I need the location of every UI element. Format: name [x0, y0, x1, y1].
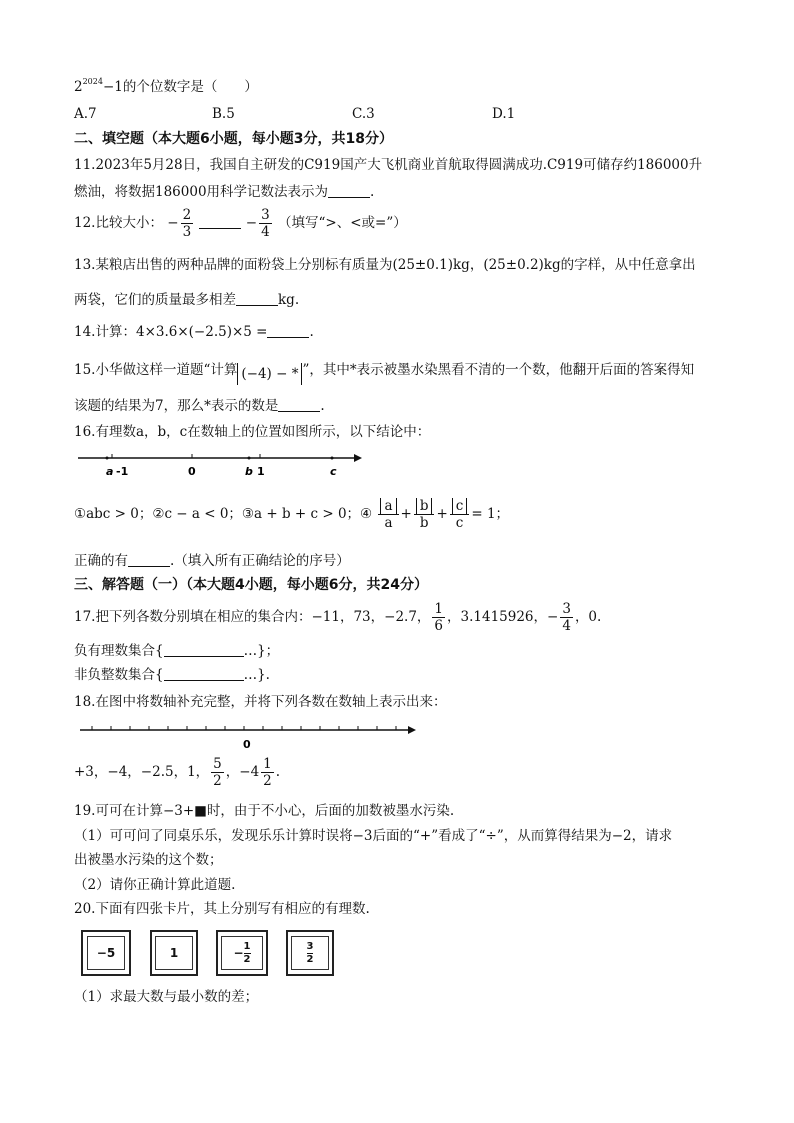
- q20-card-4: [286, 930, 334, 976]
- q19-line3: 出被墨水污染的这个数；: [74, 852, 223, 868]
- q20-card-1-value: −5: [87, 936, 125, 970]
- q15-answer-blank[interactable]: [278, 397, 320, 412]
- q13-mass-1: (25±0.1)kg: [392, 257, 470, 273]
- q20-card-1: [81, 930, 131, 976]
- q16-term-a: $\frac{a}{a}$: [378, 498, 398, 531]
- q16-label-b: b: [245, 465, 253, 478]
- q10-exponent: 2024: [82, 77, 103, 86]
- q20-card-3: [216, 930, 268, 976]
- q18-numbers: +3，−4，−2.5，1， $\frac{5}{2}$ ，−4 $\frac{1}{2}$ .: [74, 756, 281, 789]
- q10-option-c[interactable]: C.3: [352, 106, 375, 122]
- q19-line2: （1）可可问了同桌乐乐，发现乐乐计算时误将−3后面的“+”看成了“÷”，从而算得结果为−2，请求: [74, 828, 673, 844]
- q12-fraction-2: $\frac{3}{4}$: [261, 207, 270, 240]
- q15-line1: 15.小华做这样一道题“计算 (−4) − * ”，其中*表示被墨水染黑看不清的一个数，他翻开后面的答案得知: [74, 360, 694, 385]
- q16-term-c: $\frac{c}{c}$: [450, 498, 470, 531]
- q18-fraction-2: $\frac{1}{2}$: [263, 756, 272, 789]
- q16-line1: 16.有理数a，b，c在数轴上的位置如图所示，以下结论中：: [74, 424, 431, 440]
- q10-text: −1的个位数字是（ ）: [102, 79, 258, 95]
- q17-set-negative-blank[interactable]: [164, 642, 244, 657]
- q18-fraction-1: $\frac{5}{2}$: [213, 756, 222, 789]
- q10-stem: [74, 72, 258, 97]
- q16-label-minus1: -1: [116, 465, 129, 478]
- q20-line1: 20.下面有四张卡片，其上分别写有相应的有理数.: [74, 901, 370, 917]
- q20-card-2-value: 1: [155, 936, 193, 970]
- q13-line2: 两袋，它们的质量最多相差 kg.: [74, 292, 300, 308]
- q19-line1: 19.可可在计算−3+■时，由于不小心，后面的加数被墨水污染.: [74, 803, 455, 819]
- q15-absolute-expression: (−4) − *: [237, 363, 302, 385]
- q20-line2: （1）求最大数与最小数的差；: [74, 989, 259, 1005]
- q16-label-c: c: [330, 465, 337, 478]
- q16-answer-blank[interactable]: [128, 552, 170, 567]
- q12-fraction-1: $\frac{2}{3}$: [182, 207, 192, 240]
- q17-fraction-2: $\frac{3}{4}$: [562, 601, 571, 634]
- q16-label-a: a: [106, 465, 114, 478]
- q13-mass-2: (25±0.2)kg: [483, 257, 561, 273]
- q20-card-2: [150, 930, 198, 976]
- q18-line1: 18.在图中将数轴补充完整，并将下列各数在数轴上表示出来：: [74, 694, 447, 710]
- q10-option-d[interactable]: D.1: [492, 106, 516, 122]
- q17-set-nonneg-int: 非负整数集合{ …}.: [74, 667, 270, 683]
- q16-point-b: [248, 457, 251, 460]
- q16-point-c: [331, 457, 334, 460]
- q10-option-a[interactable]: A.7: [74, 106, 97, 122]
- q16-conclusions: ①abc > 0；②c − a < 0；③a + b + c > 0；④ $\frac{a}{a}$ + $\frac{b}{b}$ + $\frac{c}{c}$ = 1；: [74, 498, 510, 531]
- q10-base: 2: [74, 79, 83, 95]
- q11-answer-blank[interactable]: [328, 183, 370, 198]
- q16-number-line: [74, 446, 364, 480]
- q20-card-4-value: 3 2: [291, 936, 329, 970]
- q18-axis-arrow: [408, 726, 416, 734]
- q17-set-nonneg-blank[interactable]: [164, 666, 244, 681]
- q12-stem: 12.比较大小： − $\frac{2}{3}$ − $\frac{3}{4}$ （填写“>、<或=”）: [74, 207, 407, 240]
- q15-line2: 该题的结果为7，那么*表示的数是 .: [74, 398, 325, 414]
- q13-answer-blank[interactable]: [236, 291, 278, 306]
- section3-title: 三、解答题（一）（本大题4小题，每小题6分，共24分）: [74, 577, 428, 593]
- q10-option-b[interactable]: B.5: [212, 106, 235, 122]
- q11-line1: 11.2023年5月28日，我国自主研发的C919国产大飞机商业首航取得圆满成功.C919可储存约186000升: [74, 157, 703, 173]
- q17-line1: 17.把下列各数分别填在相应的集合内：−11，73，−2.7， $\frac{1}{6}$ ，3.1415926，− $\frac{3}{4}$ ，0.: [74, 601, 602, 634]
- q16-point-a: [106, 457, 109, 460]
- q16-line3: 正确的有 .（填入所有正确结论的序号）: [74, 553, 350, 569]
- q20-card-3-value: − $\frac{1}{2}$: [221, 936, 263, 970]
- q18-label-0: 0: [243, 738, 251, 751]
- q16-term-b: $\frac{b}{b}$: [414, 498, 435, 531]
- q13-line1: 13.某粮店出售的两种品牌的面粉袋上分别标有质量为(25±0.1)kg，(25±0.2)kg的字样，从中任意拿出: [74, 257, 696, 273]
- q14-expression: 4×3.6×(−2.5)×5 =: [135, 324, 268, 340]
- q19-line4: （2）请你正确计算此道题.: [74, 877, 236, 893]
- q16-label-1: 1: [257, 465, 265, 478]
- q16-axis-arrow: [354, 454, 362, 462]
- q16-label-0: 0: [188, 465, 196, 478]
- section2-title: 二、填空题（本大题6小题，每小题3分，共18分）: [74, 131, 393, 147]
- q14-stem: 14.计算：4×3.6×(−2.5)×5 = .: [74, 324, 314, 340]
- q17-fraction-1: $\frac{1}{6}$: [434, 601, 444, 634]
- q18-number-line: [74, 718, 420, 752]
- q12-answer-blank[interactable]: [199, 214, 241, 229]
- q11-line2: 燃油，将数据186000用科学记数法表示为 .: [74, 184, 375, 200]
- q17-set-negative: 负有理数集合{ …}；: [74, 643, 280, 659]
- q14-answer-blank[interactable]: [267, 323, 309, 338]
